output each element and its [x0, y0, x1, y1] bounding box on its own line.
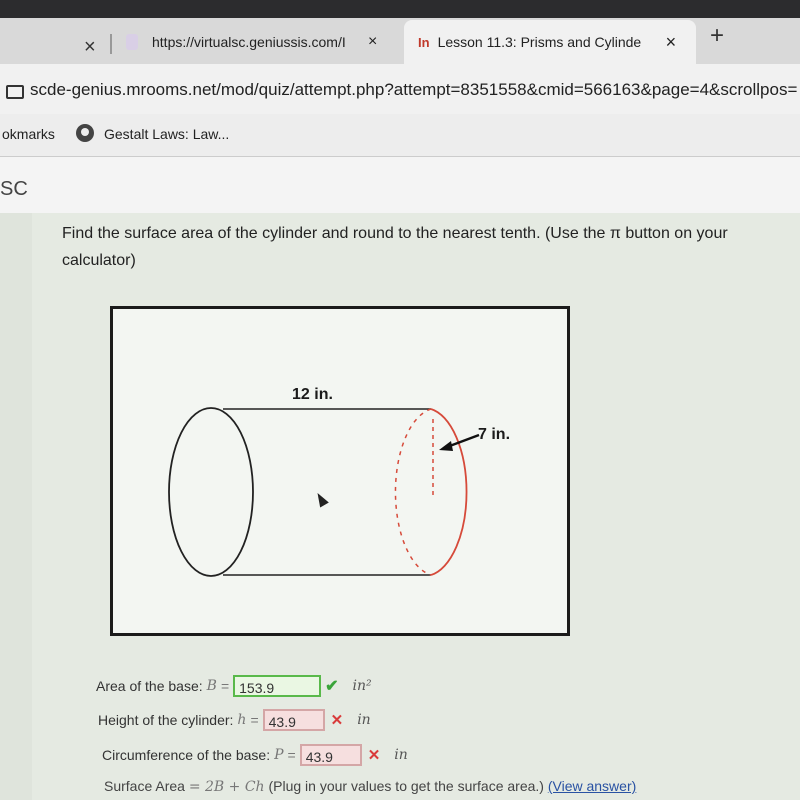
cylinder-drawing — [113, 309, 567, 633]
tab-separator — [110, 34, 112, 54]
radius-label: 7 in. — [478, 426, 511, 443]
correct-check-icon: ✔ — [325, 678, 339, 695]
incorrect-x-icon: ✕ — [367, 747, 381, 764]
cylinder-right-base-back — [395, 409, 431, 575]
moodle-favicon-icon: In — [418, 34, 430, 50]
surface-area-label: Surface Area — [104, 778, 185, 794]
surface-area-formula: 2B + Ch — [205, 779, 265, 795]
view-answer-link[interactable]: (View answer) — [547, 778, 637, 794]
bookmark-favicon-icon — [76, 124, 94, 142]
base-area-var: B — [206, 678, 217, 694]
height-label: Height of the cylinder: — [98, 712, 234, 728]
tab-title: https://virtualsc.geniussis.com/I — [152, 34, 346, 50]
question-info-strip — [0, 213, 32, 800]
site-logo[interactable]: SC — [0, 178, 28, 200]
incorrect-x-icon: ✕ — [330, 712, 344, 729]
new-tab-button[interactable]: + — [710, 22, 725, 49]
tab-geniussis[interactable] — [118, 24, 403, 60]
circumference-label: Circumference of the base: — [102, 747, 271, 763]
base-area-input[interactable]: 153.9 — [233, 675, 321, 697]
tab-lesson[interactable] — [404, 20, 696, 64]
cylinder-diagram — [110, 306, 570, 636]
site-info-icon[interactable] — [6, 85, 24, 99]
length-label: 12 in. — [292, 386, 333, 403]
base-area-unit: in² — [352, 678, 372, 694]
radius-arrow-head — [439, 441, 453, 451]
height-unit: in — [357, 712, 371, 728]
circumference-var: P — [274, 747, 284, 763]
equals-sign: = — [188, 779, 206, 795]
height-row — [98, 709, 371, 731]
base-area-label: Area of the base: — [96, 678, 203, 694]
cylinder-left-base — [169, 408, 253, 576]
page-header — [0, 157, 800, 213]
close-icon[interactable]: × — [368, 33, 378, 50]
url-field[interactable]: scde-genius.mrooms.net/mod/quiz/attempt.php?attempt=8351558&cmid=566163&page=4&scrollpos= — [30, 80, 798, 99]
question-text: Find the surface area of the cylinder and round to the nearest tenth. (Use the π button on your calculator) — [62, 225, 728, 269]
surface-area-row — [104, 778, 636, 795]
height-var: h — [237, 712, 247, 728]
cylinder-right-base-front — [431, 409, 467, 575]
close-icon[interactable]: × — [665, 31, 677, 52]
circumference-unit: in — [394, 747, 408, 763]
equals-sign: = — [220, 678, 230, 694]
equals-sign: = — [287, 747, 296, 763]
page-favicon-icon — [126, 34, 138, 50]
height-input[interactable]: 43.9 — [263, 709, 325, 731]
equals-sign: = — [250, 712, 259, 728]
tab-title: Lesson 11.3: Prisms and Cylinde — [437, 34, 642, 50]
os-top-bar — [0, 0, 800, 18]
base-area-row — [96, 675, 372, 697]
bookmark-gestalt-laws[interactable]: Gestalt Laws: Law... — [104, 126, 230, 142]
surface-area-note: (Plug in your values to get the surface area.) — [268, 778, 544, 794]
circumference-input[interactable]: 43.9 — [300, 744, 362, 766]
close-tab-icon[interactable]: × — [84, 36, 96, 58]
circumference-row — [102, 744, 408, 766]
bookmarks-label[interactable]: okmarks — [2, 126, 55, 142]
